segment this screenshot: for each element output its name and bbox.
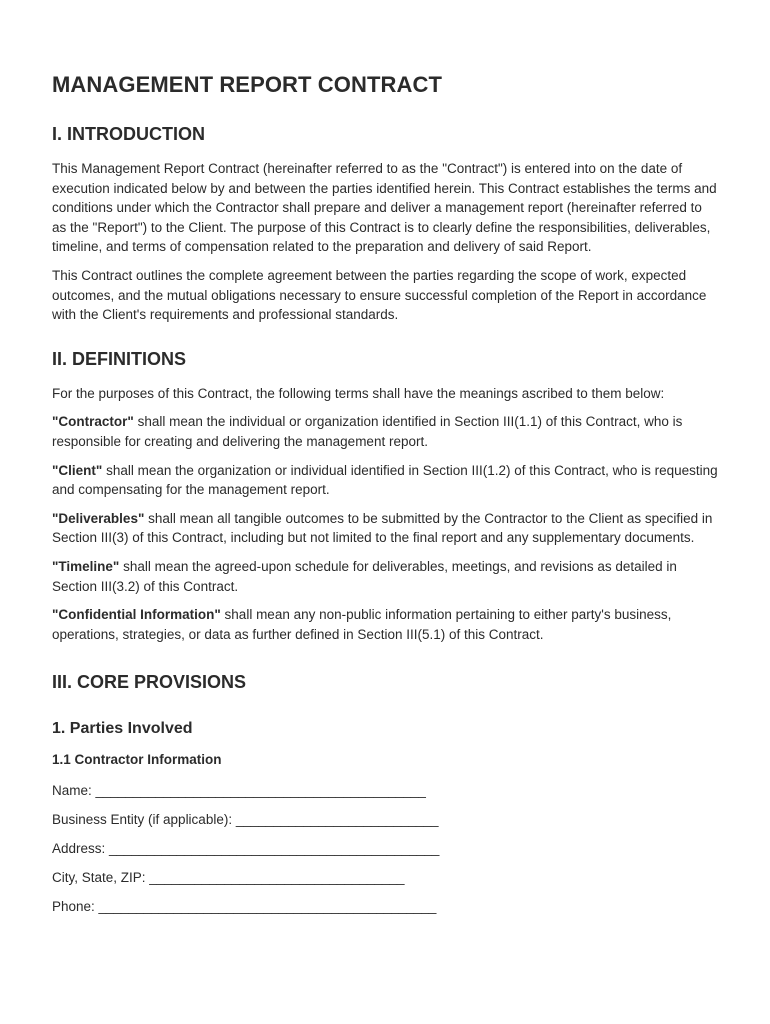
definition-term: "Client" <box>52 462 103 478</box>
definition-text: shall mean all tangible outcomes to be submitted by the Contractor to the Client as specified in Section III(3) of this Contract, including but not limited to the final report and any supplementary documents. <box>52 510 713 546</box>
phone-field-line[interactable]: Phone: _____________________________________________ <box>52 899 437 915</box>
name-field-line[interactable]: Name: ____________________________________________ <box>52 783 426 799</box>
introduction-paragraph: This Contract outlines the complete agreement between the parties regarding the scope of work, expected outcomes, and the mutual obligations necessary to ensure successful completion of the Report in accordance with the Client's requirements and professional standards. <box>52 267 707 323</box>
document-title: MANAGEMENT REPORT CONTRACT <box>52 72 443 97</box>
definition-item <box>52 557 718 596</box>
definition-text: shall mean the individual or organization identified in Section III(1.1) of this Contract, who is responsible for creating and delivering the management report. <box>52 414 683 449</box>
address-field-line[interactable]: Address: ____________________________________________ <box>52 841 440 857</box>
subsection-heading-parties: 1. Parties Involved <box>52 720 193 738</box>
section-heading-definitions: II. DEFINITIONS <box>52 348 187 369</box>
section-heading-core-provisions: III. CORE PROVISIONS <box>52 672 247 693</box>
definition-text: shall mean the agreed-upon schedule for deliverables, meetings, and revisions as detailed in Section III(3.2) of this Contract. <box>52 558 677 594</box>
section-heading-introduction: I. INTRODUCTION <box>52 124 205 144</box>
definitions-intro: For the purposes of this Contract, the following terms shall have the meanings ascribed to them below: <box>52 385 665 401</box>
definition-text: shall mean the organization or individual identified in Section III(1.2) of this Contract, who is requesting and compensating for the management report. <box>52 462 718 498</box>
definition-term: "Timeline" <box>52 558 120 574</box>
business-entity-field-line[interactable]: Business Entity (if applicable): ___________________________ <box>52 812 439 828</box>
definition-item <box>52 461 718 500</box>
definition-text: shall mean any non-public information pertaining to either party's business, operations, strategies, or data as further defined in Section III(5.1) of this Contract. <box>52 607 672 642</box>
definition-term: "Confidential Information" <box>52 607 221 623</box>
definition-item <box>52 509 718 548</box>
subsection-heading-contractor-info: 1.1 Contractor Information <box>52 752 222 768</box>
definition-term: "Contractor" <box>52 414 134 430</box>
city-state-zip-field-line[interactable]: City, State, ZIP: __________________________________ <box>52 870 405 886</box>
definition-item <box>52 412 718 451</box>
definition-item <box>52 605 718 644</box>
introduction-paragraph: This Management Report Contract (hereinafter referred to as the "Contract") is entered into on the date of execution indicated below by and between the parties identified herein. This Contract establishes the terms and conditions under which the Contractor shall prepare and deliver a management report (hereinafter referred to as the "Report") to the Client. The purpose of this Contract is to clearly define the responsibilities, deliverables, timeline, and terms of compensation related to the preparation and delivery of said Report. <box>52 161 717 255</box>
definition-term: "Deliverables" <box>52 510 145 526</box>
